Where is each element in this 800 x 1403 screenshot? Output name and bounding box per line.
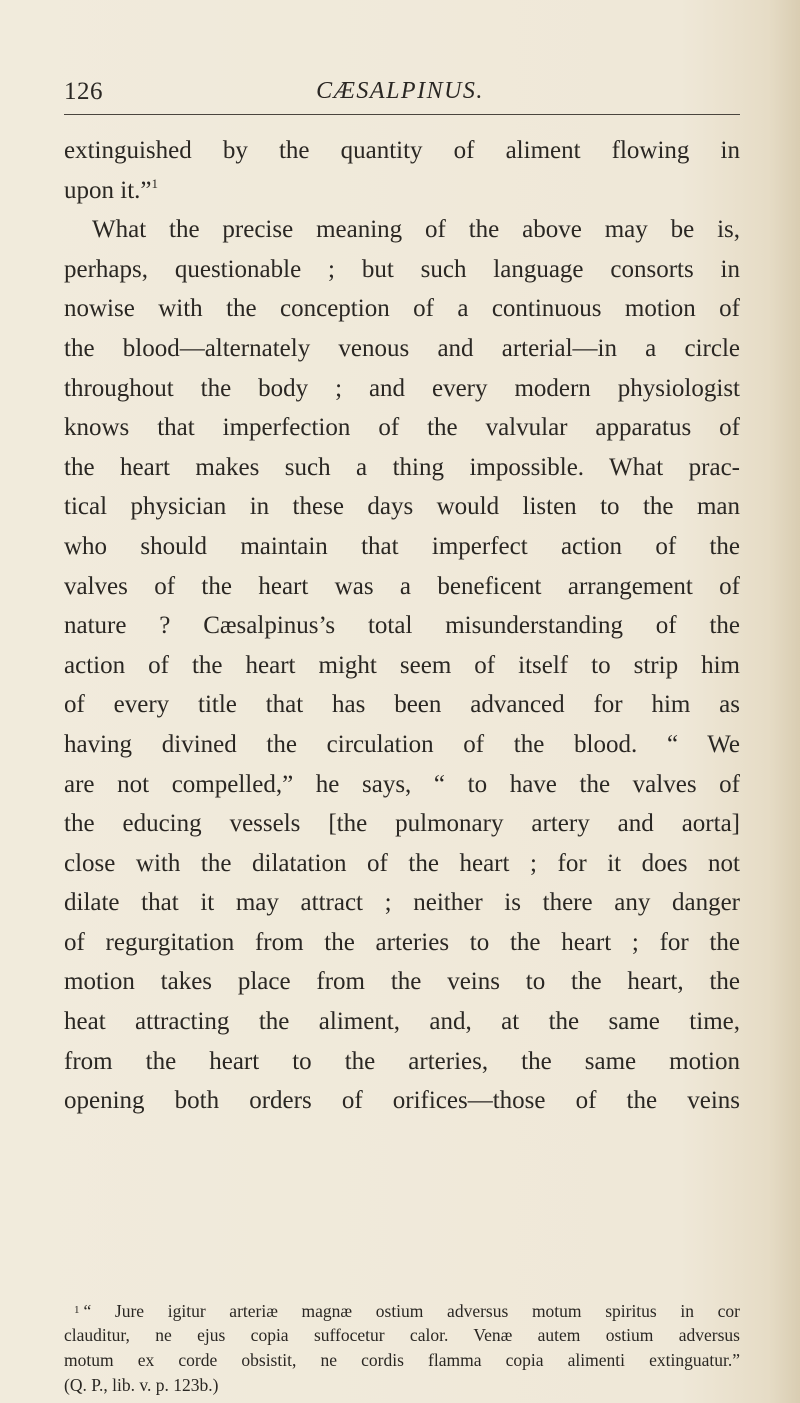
footnote-marker: 1 — [74, 1304, 80, 1316]
text-line: having divined the circulation of the blood. “ We — [64, 730, 740, 758]
text-line: the educing vessels [the pulmonary artery and aorta] — [64, 810, 740, 838]
text-line: who should maintain that imperfect action of the — [64, 532, 740, 560]
header-rule — [64, 114, 740, 115]
text-line: knows that imperfection of the valvular apparatus of — [64, 414, 740, 442]
body-text — [64, 131, 740, 1121]
footnote-line: motum ex corde obsistit, ne cordis flamma copia alimenti extinguatur.” — [64, 1350, 740, 1370]
text-line: What the precise meaning of the above may be is, — [92, 216, 740, 244]
text-line: perhaps, questionable ; but such language consorts in — [64, 255, 740, 283]
footnote-line: (Q. P., lib. v. p. 123b.) — [64, 1375, 219, 1395]
text-line — [64, 171, 740, 211]
text-line: extinguished by the quantity of aliment flowing in — [64, 137, 740, 164]
page-header — [64, 78, 736, 112]
text-line: nature ? Cæsalpinus’s total misunderstanding of the — [64, 612, 740, 640]
text-line: motion takes place from the veins to the heart, the — [64, 968, 740, 996]
text-line: the blood—alternately venous and arterial—in a circle — [64, 334, 740, 362]
text-line: from the heart to the arteries, the same motion — [64, 1047, 740, 1075]
text-line: of regurgitation from the arteries to the heart ; for the — [64, 928, 740, 956]
footnote-line: clauditur, ne ejus copia suffocetur calor. Venæ autem ostium adversus — [64, 1325, 740, 1345]
text-line: nowise with the conception of a continuous motion of — [64, 295, 740, 323]
footnote — [64, 1298, 740, 1398]
footnote-reference: 1 — [151, 175, 158, 191]
text-line: close with the dilatation of the heart ; for it does not — [64, 849, 740, 877]
text-line: the heart makes such a thing impossible. What prac- — [64, 453, 740, 481]
text-line: dilate that it may attract ; neither is there any danger — [64, 889, 740, 917]
footnote-line-content: “ Jure igitur arteriæ magnæ ostium adversus motum spiritus in cor — [83, 1301, 740, 1321]
text-line: action of the heart might seem of itself to strip him — [64, 651, 740, 679]
footnote-line — [64, 1298, 740, 1323]
text-line: throughout the body ; and every modern physiologist — [64, 374, 740, 402]
text-line: opening both orders of orifices—those of the veins — [64, 1087, 740, 1115]
text-line: are not compelled,” he says, “ to have the valves of — [64, 770, 740, 798]
text-line: of every title that has been advanced for him as — [64, 691, 740, 719]
text-line: heat attracting the aliment, and, at the same time, — [64, 1008, 740, 1036]
text-line: tical physician in these days would listen to the man — [64, 493, 740, 521]
running-title: CÆSALPINUS. — [316, 78, 484, 104]
text-line-content: upon it.” — [64, 176, 152, 204]
text-line: valves of the heart was a beneficent arrangement of — [64, 572, 740, 600]
page-number: 126 — [64, 78, 103, 105]
